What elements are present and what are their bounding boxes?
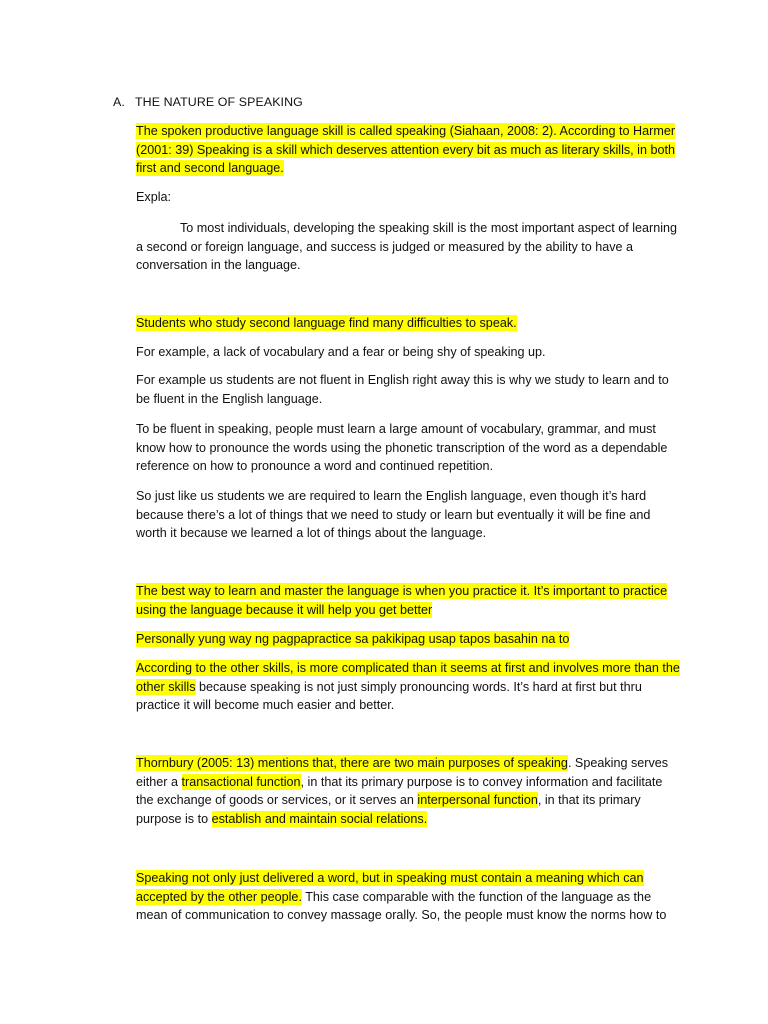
highlighted-text: Personally yung way ng pagpapractice sa pakikipag usap tapos basahin na to: [136, 632, 570, 646]
paragraph-example-fluency: For example us students are not fluent in English right away this is why we study to learn and to be fluent in the English language.: [136, 373, 669, 406]
paragraph-thornbury: [136, 754, 681, 828]
highlighted-text: According to the other skills, is more complicated than it seems at first and involves more than the other skills: [136, 661, 680, 694]
highlighted-text: The best way to learn and master the language is when you practice it. It’s important to practice using the language because it will help you get better: [136, 584, 668, 617]
paragraph-difficulties: [136, 314, 681, 333]
highlighted-text: establish and maintain social relations.: [211, 811, 428, 826]
section-heading: [113, 95, 303, 109]
paragraph-meaning: [136, 869, 681, 925]
paragraph-practice: [136, 582, 681, 619]
paragraph-students: So just like us students we are required to learn the English language, even though it’s hard because there’s a lot of things that we need to study or learn but eventually it will be fine and worth it because we learned a lot of things about the language.: [136, 489, 651, 541]
paragraph-other-skills: [136, 659, 681, 715]
paragraph-personally: [136, 630, 681, 649]
paragraph-text: . Speaking serves either a: [136, 756, 669, 789]
paragraph-be-fluent: To be fluent in speaking, people must learn a large amount of vocabulary, grammar, and must know how to pronounce the words using the phonetic transcription of the word as a dependable reference on how to pronounce a word and continued repetition.: [136, 422, 668, 474]
paragraph-text: , in that its primary purpose is to: [136, 793, 641, 826]
paragraph-expla-label: Expla:: [136, 190, 172, 204]
highlighted-text: transactional function: [181, 774, 301, 789]
paragraph-text: , in that its primary purpose is to convey information and facilitate the exchange of goods or services, or it serves an: [136, 774, 663, 808]
section-number: A.: [113, 95, 125, 109]
highlighted-text: Speaking not only just delivered a word, but in speaking must contain a meaning which can accepted by the other people.: [136, 871, 644, 904]
paragraph-text: because speaking is not just simply pronouncing words. It’s hard at first but thru practice it will become much easier and better.: [136, 679, 642, 713]
paragraph-definition: [136, 122, 681, 178]
highlighted-text: Students who study second language find many difficulties to speak.: [136, 316, 517, 330]
paragraph-explanation: To most individuals, developing the speaking skill is the most important aspect of learning a second or foreign language, and success is judged or measured by the ability to have a conversation in the language.: [136, 221, 678, 273]
highlighted-text: Thornbury (2005: 13) mentions that, there are two main purposes of speaking: [136, 756, 568, 770]
section-title: THE NATURE OF SPEAKING: [135, 95, 303, 109]
highlighted-text: interpersonal function: [417, 793, 538, 808]
paragraph-example-vocabulary: For example, a lack of vocabulary and a fear or being shy of speaking up.: [136, 345, 546, 359]
paragraph-text: This case comparable with the function of the language as the mean of communication to convey massage orally. So, the people must know the norms how to: [136, 889, 667, 923]
highlighted-text: The spoken productive language skill is called speaking (Siahaan, 2008: 2). According to Harmer (2001: 39) Speaking is a skill which deserves attention every bit as much as literary skills, in both first and second language.: [136, 124, 676, 176]
